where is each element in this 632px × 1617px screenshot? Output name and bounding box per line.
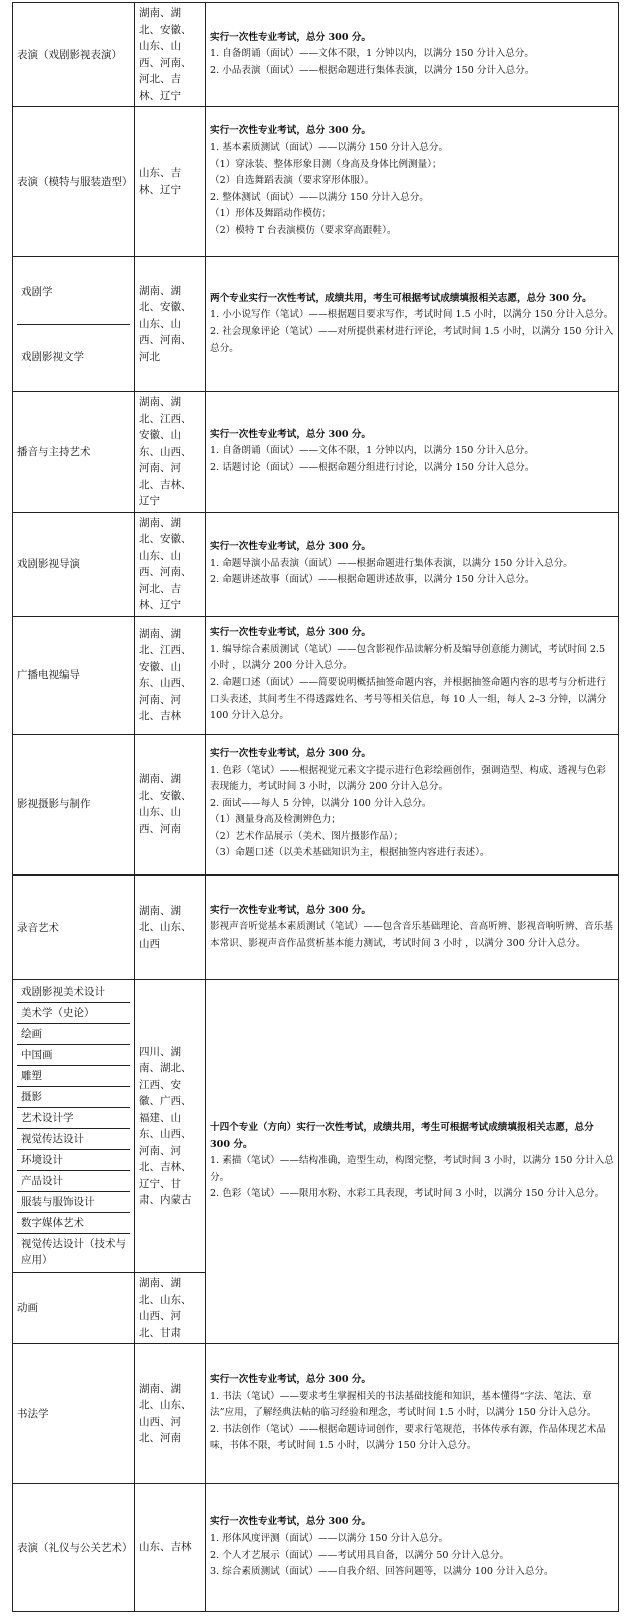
province-list: 湖南、湖北、安徽、山东、山西、河南 xyxy=(135,734,206,874)
requirement-line: 1. 基本素质测试（面试）——以满分 150 分计入总分。 xyxy=(210,142,449,154)
requirement-heading: 实行一次性专业考试，总分 300 分。 xyxy=(210,31,372,43)
requirement-line: 2. 社会现象评论（笔试）——对所提供素材进行评论，考试时间 1.5 小时，以满分 150 分计入总分。 xyxy=(210,326,614,354)
requirement-line: （2）模特 T 台表演模仿（要求穿高跟鞋）。 xyxy=(210,224,397,236)
requirement-line: 1. 命题导演小品表演（面试）——根据命题进行集体表演，以满分 150 分计入总分。 xyxy=(210,557,573,569)
major-list xyxy=(17,260,130,389)
major-name: 艺术设计学 xyxy=(17,1108,130,1129)
exam-table-1 xyxy=(12,2,619,875)
exam-requirements xyxy=(206,257,619,392)
major-name: 雕塑 xyxy=(17,1066,130,1087)
major-group xyxy=(13,980,135,1273)
requirement-heading: 实行一次性专业考试，总分 300 分。 xyxy=(210,627,372,639)
table-row xyxy=(13,3,619,107)
art-major-list xyxy=(17,982,130,1270)
requirement-line: 2. 命题讲述故事（面试）——根据命题讲述故事，以满分 150 分计入总分。 xyxy=(210,574,535,586)
requirement-heading: 十四个专业（方向）实行一次性考试，成绩共用，考生可根据考试成绩填报相关志愿，总分 300 分。 xyxy=(210,1122,594,1150)
requirement-line: 2. 整体测试（面试）——以满分 150 分计入总分。 xyxy=(210,191,429,203)
requirement-line: 2. 个人才艺展示（面试）——考试用具自备，以满分 50 分计入总分。 xyxy=(210,1549,510,1561)
exam-requirements xyxy=(206,107,619,257)
requirement-line: 2. 色彩（笔试）——限用水粉、水彩工具表现，考试时间 3 小时，以满分 150 分计入总分。 xyxy=(210,1188,605,1200)
province-list: 四川、湖南、湖北、江西、安徽、广西、福建、山东、山西、河南、河北、吉林、辽宁、甘肃、内蒙古 xyxy=(135,980,206,1273)
exam-requirements xyxy=(206,512,619,616)
exam-requirements xyxy=(206,616,619,734)
major-name: 表演（礼仪与公关艺术） xyxy=(13,1484,135,1612)
province-list: 山东、吉林、辽宁 xyxy=(135,107,206,257)
major-name: 环境设计 xyxy=(17,1150,130,1171)
major-name: 影视摄影与制作 xyxy=(13,734,135,874)
major-name: 表演（戏剧影视表演） xyxy=(13,3,135,107)
province-list: 湖南、湖北、山东、山西 xyxy=(135,876,206,980)
major-name: 美术学（史论） xyxy=(17,1003,130,1024)
requirement-heading: 实行一次性专业考试，总分 300 分。 xyxy=(210,1516,372,1528)
major-name: 视觉传达设计 xyxy=(17,1129,130,1150)
province-list: 山东、吉林 xyxy=(135,1484,206,1612)
province-list: 湖南、湖北、安徽、山东、山西、河南、河北 xyxy=(135,257,206,392)
requirement-line: （3）命题口述（以美术基础知识为主，根据抽签内容进行表述）。 xyxy=(210,847,490,859)
major-name: 广播电视编导 xyxy=(13,616,135,734)
requirement-line: 2. 小品表演（面试）——根据命题进行集体表演，以满分 150 分计入总分。 xyxy=(210,64,535,76)
major-name: 戏剧影视美术设计 xyxy=(17,982,130,1003)
exam-requirements xyxy=(206,3,619,107)
province-list: 湖南、湖北、山东、山西、河北、河南 xyxy=(135,1344,206,1484)
province-list: 湖南、湖北、安徽、山东、山西、河南、河北、吉林、辽宁 xyxy=(135,3,206,107)
requirement-heading: 实行一次性专业考试，总分 300 分。 xyxy=(210,904,372,916)
requirement-line: 影视声音听觉基本素质测试（笔试）——包含音乐基础理论、音高听辨、影视音响听辨、音乐基本常识、影视声音作品赏析基本能力测试，考试时间 3 小时 ，以满分 300 分计入总分。 xyxy=(210,921,613,949)
requirement-line: 1. 色彩（笔试）——根据视觉元素文字提示进行色彩绘画创作，强调造型、构成、透视与色彩表现能力，考试时间 3 小时，以满分 200 分计入总分。 xyxy=(210,764,606,793)
requirement-heading: 实行一次性专业考试，总分 300 分。 xyxy=(210,541,372,553)
major-name: 绘画 xyxy=(17,1024,130,1045)
table-row xyxy=(13,734,619,874)
province-list: 湖南、湖北、安徽、山东、山西、河南、河北、吉林、辽宁 xyxy=(135,512,206,616)
table-row xyxy=(13,1484,619,1612)
requirement-line: 1. 自备朗诵（面试）——文体不限，1 分钟以内，以满分 150 分计入总分。 xyxy=(210,48,534,60)
table-row xyxy=(13,1344,619,1484)
table-row xyxy=(13,980,619,1273)
major-name: 动画 xyxy=(13,1273,135,1344)
exam-requirements xyxy=(206,1484,619,1612)
major-name: 戏剧学 xyxy=(17,260,130,325)
requirement-line: （1）测量身高及检测辨色力； xyxy=(210,814,341,826)
requirement-line: 1. 小小说写作（笔试）——根据题目要求写作，考试时间 1.5 小时，以满分 150 分计入总分。 xyxy=(210,309,614,321)
major-name: 戏剧影视文学 xyxy=(21,350,84,363)
requirement-line: 1. 素描（笔试）——结构准确，造型生动，构图完整，考试时间 3 小时，以满分 150 分计入总分。 xyxy=(210,1155,614,1183)
major-name: 书法学 xyxy=(13,1344,135,1484)
requirement-line: 1. 形体风度评测（面试）——以满分 150 分计入总分。 xyxy=(210,1532,449,1544)
major-name: 录音艺术 xyxy=(13,876,135,980)
requirement-line: 2. 话题讨论（面试）——根据命题分组进行讨论，以满分 150 分计入总分。 xyxy=(210,462,535,474)
requirement-line: （2）自选舞蹈表演（要求穿形体服）。 xyxy=(210,175,375,187)
requirement-heading: 实行一次性专业考试，总分 300 分。 xyxy=(210,1374,372,1386)
requirement-line: 1. 编导综合素质测试（笔试）——包含影视作品读解分析及编导创意能力测试，考试时间 2.5 小时 ，以满分 200 分计入总分。 xyxy=(210,643,606,672)
table-row xyxy=(13,257,619,392)
requirement-heading: 两个专业实行一次性考试，成绩共用，考生可根据考试成绩填报相关志愿，总分 300 分。 xyxy=(210,292,592,304)
province-list: 湖南、湖北、江西、安徽、山东、山西、河南、河北、吉林、辽宁 xyxy=(135,392,206,513)
major-name: 播音与主持艺术 xyxy=(13,392,135,513)
requirement-heading: 实行一次性专业考试，总分 300 分。 xyxy=(210,125,372,137)
requirement-heading: 实行一次性专业考试，总分 300 分。 xyxy=(210,428,372,440)
requirement-line: 2. 命题口述（面试）——简要说明概括抽签命题内容，并根据抽签命题内容的思考与分析进行口头表述，其间考生不得透露姓名、考号等相关信息，每 10 人一组，每人 2–3 分钟，以满分 100 分计入总分。 xyxy=(210,677,607,722)
table-row xyxy=(13,107,619,257)
requirement-line: （2）艺术作品展示（美术、图片摄影作品）； xyxy=(210,830,404,842)
major-name: 视觉传达设计（技术与应用） xyxy=(21,1238,126,1266)
table-row xyxy=(13,392,619,513)
exam-requirements xyxy=(206,734,619,874)
requirement-line: 1. 自备朗诵（面试）——文体不限，1 分钟以内，以满分 150 分计入总分。 xyxy=(210,445,534,457)
requirement-line: 3. 综合素质测试（面试）——自我介绍、回答问题等，以满分 100 分计入总分。 xyxy=(210,1566,554,1578)
major-group xyxy=(13,257,135,392)
major-name: 服装与服饰设计 xyxy=(17,1192,130,1213)
requirement-line: 2. 书法创作（笔试）——根据命题诗词创作，要求行笔规范，书体传承有源，作品体现艺术品味，书体不限，考试时间 1.5 小时，以满分 150 分计入总分。 xyxy=(210,1423,606,1452)
requirement-line: （1）穿泳装、整体形象目测（身高及身体比例测量）； xyxy=(210,158,442,170)
requirement-line: 2. 面试——每人 5 分钟，以满分 100 分计入总分。 xyxy=(210,797,432,809)
requirement-line: 1. 书法（笔试）——要求考生掌握相关的书法基础技能和知识，基本懂得“字法、笔法、章法”应用，了解经典法帖的临习经验和理念，考试时间 1.5 小时，以满分 150 分计入总分。 xyxy=(210,1390,597,1419)
province-list: 湖南、湖北、山东、山西、河北、甘肃 xyxy=(135,1273,206,1344)
requirement-line: （1）形体及舞蹈动作模仿； xyxy=(210,208,332,220)
major-name: 中国画 xyxy=(17,1045,130,1066)
exam-requirements xyxy=(206,392,619,513)
exam-requirements xyxy=(206,980,619,1344)
requirement-heading: 实行一次性专业考试，总分 300 分。 xyxy=(210,747,372,759)
major-name: 摄影 xyxy=(17,1087,130,1108)
table-row xyxy=(13,512,619,616)
major-name: 表演（模特与服装造型） xyxy=(13,107,135,257)
exam-table-2 xyxy=(12,875,619,1612)
province-list: 湖南、湖北、江西、安徽、山东、山西、河南、河北、吉林 xyxy=(135,616,206,734)
exam-requirements xyxy=(206,1344,619,1484)
table-row xyxy=(13,616,619,734)
exam-requirements xyxy=(206,876,619,980)
major-name: 产品设计 xyxy=(17,1171,130,1192)
table-row xyxy=(13,876,619,980)
major-name: 戏剧影视导演 xyxy=(13,512,135,616)
major-name: 数字媒体艺术 xyxy=(17,1213,130,1234)
